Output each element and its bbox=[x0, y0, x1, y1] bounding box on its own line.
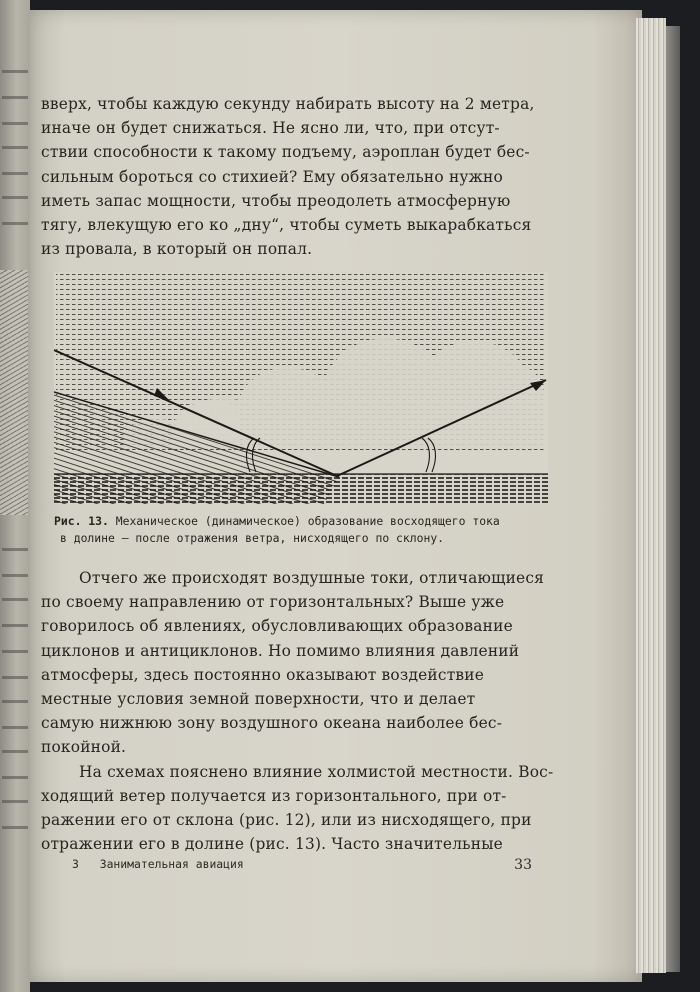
page-number: 33 bbox=[514, 857, 532, 873]
text-line: ходящий ветер получается из горизонтального, при от- bbox=[41, 786, 507, 805]
text-line: местные условия земной поверхности, что и делает bbox=[41, 690, 476, 709]
text-line: На схемах пояснено влияние холмистой местности. Вос- bbox=[79, 762, 554, 781]
caption-line: в долине — после отражения ветра, нисходящего по склону. bbox=[60, 531, 445, 545]
caption-line: Механическое (динамическое) образование восходящего тока bbox=[115, 514, 500, 528]
text-line: ствии способности к такому подъему, аэроплан будет бес- bbox=[41, 143, 530, 162]
text-line: сильным бороться со стихией? Ему обязательно нужно bbox=[41, 167, 503, 186]
body-text-top bbox=[41, 92, 543, 261]
text-line: отражении его в долине (рис. 13). Часто значительные bbox=[41, 835, 503, 854]
text-line: Отчего же происходят воздушные токи, отличающиеся bbox=[79, 569, 545, 587]
text-line: иметь запас мощности, чтобы преодолеть атмосферную bbox=[41, 191, 511, 210]
text-line: по своему направлению от горизонтальных? Выше уже bbox=[41, 593, 505, 612]
valley-ground bbox=[54, 474, 548, 504]
text-line: самую нижнюю зону воздушного океана наиболее бес- bbox=[41, 714, 503, 733]
text-line: покойной. bbox=[41, 738, 127, 757]
text-line: атмосферы, здесь постоянно оказывают воздействие bbox=[41, 665, 485, 684]
adjacent-left-page bbox=[0, 0, 30, 992]
page-footer bbox=[72, 857, 532, 871]
text-line: тягу, влекущую его ко „дну“, чтобы суметь выкарабкаться bbox=[41, 216, 532, 235]
text-line: говорилось об явлениях, обусловливающих образование bbox=[41, 617, 513, 636]
body-text-bottom bbox=[41, 566, 555, 856]
figure-13-illustration bbox=[54, 272, 548, 504]
text-line: циклонов и антициклонов. Но помимо влияния давлений bbox=[41, 641, 520, 660]
text-line: ражении его от склона (рис. 12), или из нисходящего, при bbox=[41, 811, 532, 830]
figure-caption bbox=[54, 513, 554, 547]
signature-mark: 3 bbox=[72, 857, 79, 871]
text-line: иначе он будет снижаться. Не ясно ли, что, при отсут- bbox=[41, 119, 500, 138]
caption-lead: Рис. 13. bbox=[54, 514, 109, 528]
page-stack-edge bbox=[636, 18, 666, 973]
text-line: вверх, чтобы каждую секунду набирать высоту на 2 метра, bbox=[41, 95, 535, 113]
book-cover-edge bbox=[666, 26, 680, 972]
running-title: Занимательная авиация bbox=[99, 857, 244, 871]
text-line: из провала, в который он попал. bbox=[41, 240, 313, 259]
